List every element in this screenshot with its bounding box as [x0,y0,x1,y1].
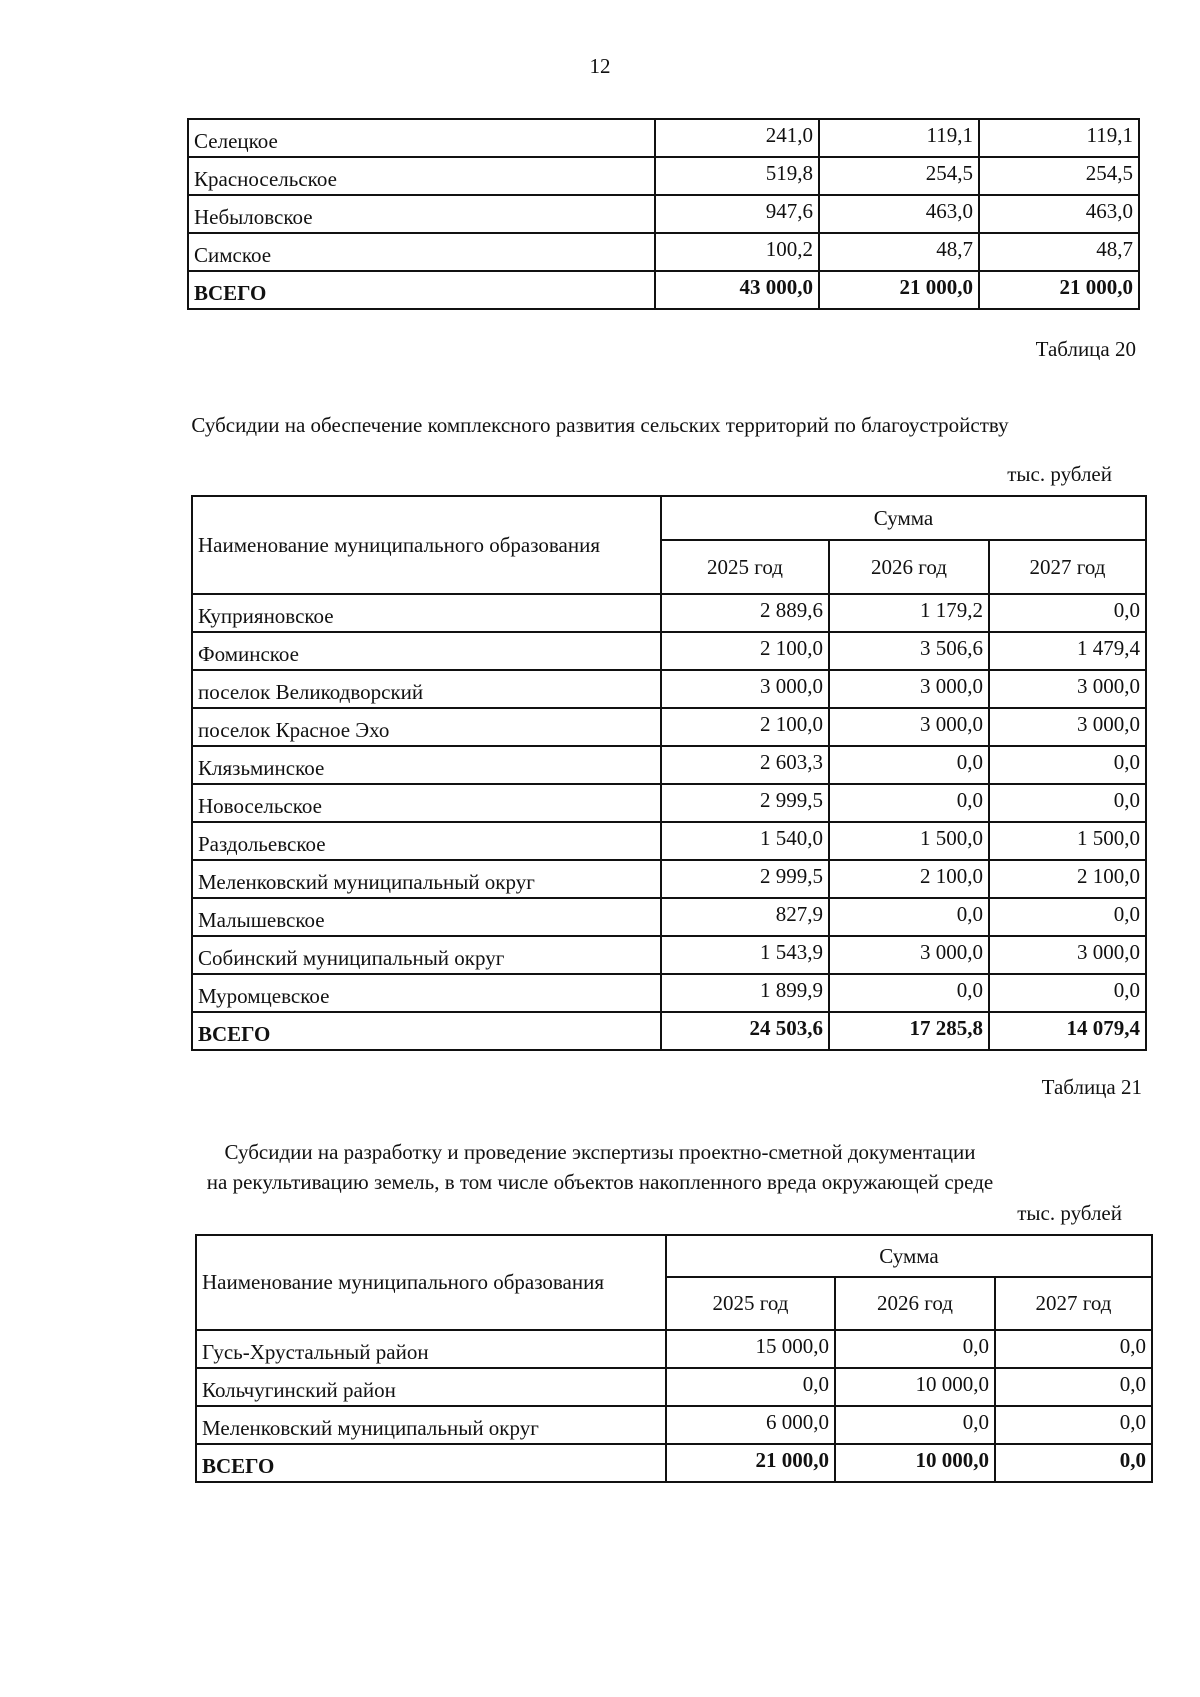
total-2026: 10 000,0 [835,1444,995,1482]
table-21-unit: тыс. рублей [1017,1201,1122,1225]
value-2026: 0,0 [829,784,989,822]
table-row [196,1368,1152,1406]
total-label: ВСЕГО [192,1012,661,1050]
column-header-2027: 2027 год [995,1277,1152,1330]
column-header-2025: 2025 год [666,1277,835,1330]
row-name: Кольчугинский район [196,1368,666,1406]
value-2027: 48,7 [979,233,1139,271]
total-2027: 21 000,0 [979,271,1139,309]
table-row [192,860,1146,898]
table-20-title [0,410,1200,440]
value-2027: 0,0 [989,594,1146,632]
column-header-sum: Сумма [661,496,1146,540]
value-2026: 0,0 [835,1330,995,1368]
value-2025: 0,0 [666,1368,835,1406]
total-2027: 14 079,4 [989,1012,1146,1050]
row-name: Муромцевское [192,974,661,1012]
value-2025: 1 543,9 [661,936,829,974]
table-row [192,632,1146,670]
row-name: Раздольевское [192,822,661,860]
table-row [192,974,1146,1012]
value-2025: 2 999,5 [661,860,829,898]
value-2025: 100,2 [655,233,819,271]
column-header-2025: 2025 год [661,540,829,594]
total-label: ВСЕГО [196,1444,666,1482]
value-2026: 3 506,6 [829,632,989,670]
value-2026: 3 000,0 [829,708,989,746]
column-header-name: Наименование муниципального образования [192,496,661,594]
value-2025: 6 000,0 [666,1406,835,1444]
value-2026: 3 000,0 [829,936,989,974]
table-row [192,784,1146,822]
value-2026: 0,0 [835,1406,995,1444]
column-header-2027: 2027 год [989,540,1146,594]
value-2026: 0,0 [829,746,989,784]
row-name: поселок Великодворский [192,670,661,708]
table-21-title-line: на рекультивацию земель, в том числе объектов накопленного вреда окружающей среде [206,1170,994,1194]
value-2026: 48,7 [819,233,979,271]
value-2025: 2 603,3 [661,746,829,784]
value-2026: 1 500,0 [829,822,989,860]
row-name: Небыловское [188,195,655,233]
value-2027: 0,0 [989,746,1146,784]
table-row [196,1406,1152,1444]
value-2027: 0,0 [989,898,1146,936]
value-2025: 827,9 [661,898,829,936]
value-2025: 2 100,0 [661,632,829,670]
table-21-title-line: Субсидии на разработку и проведение экспертизы проектно-сметной документации [224,1140,976,1164]
value-2027: 0,0 [989,784,1146,822]
table-row [192,936,1146,974]
row-name: Малышевское [192,898,661,936]
column-header-sum: Сумма [666,1235,1152,1277]
table-row [192,746,1146,784]
row-name: Меленковский муниципальный округ [196,1406,666,1444]
page-number: 12 [589,54,611,78]
table-21-label: Таблица 21 [1041,1075,1142,1099]
value-2027: 3 000,0 [989,670,1146,708]
row-name: Меленковский муниципальный округ [192,860,661,898]
value-2027: 463,0 [979,195,1139,233]
total-row [192,1012,1146,1050]
table-row [188,233,1139,271]
table-row [192,594,1146,632]
value-2025: 2 889,6 [661,594,829,632]
value-2025: 2 999,5 [661,784,829,822]
value-2027: 1 479,4 [989,632,1146,670]
table-row [188,119,1139,157]
value-2025: 2 100,0 [661,708,829,746]
value-2026: 10 000,0 [835,1368,995,1406]
value-2027: 254,5 [979,157,1139,195]
table-20-title-line: Субсидии на обеспечение комплексного развития сельских территорий по благоустройству [191,413,1009,437]
row-name: поселок Красное Эхо [192,708,661,746]
column-header-name: Наименование муниципального образования [196,1235,666,1330]
value-2026: 0,0 [829,898,989,936]
value-2025: 519,8 [655,157,819,195]
total-2025: 43 000,0 [655,271,819,309]
value-2025: 3 000,0 [661,670,829,708]
total-2026: 21 000,0 [819,271,979,309]
table-21-title [0,1137,1200,1197]
value-2026: 119,1 [819,119,979,157]
table-continuation [187,118,1140,310]
value-2027: 0,0 [995,1330,1152,1368]
total-row [196,1444,1152,1482]
row-name: Селецкое [188,119,655,157]
table-20-label: Таблица 20 [1035,337,1136,361]
row-name: Симское [188,233,655,271]
table-row [188,157,1139,195]
column-header-2026: 2026 год [829,540,989,594]
table-row [192,898,1146,936]
value-2027: 0,0 [989,974,1146,1012]
row-name: Гусь-Хрустальный район [196,1330,666,1368]
value-2026: 1 179,2 [829,594,989,632]
column-header-2026: 2026 год [835,1277,995,1330]
row-name: Собинский муниципальный округ [192,936,661,974]
row-name: Куприяновское [192,594,661,632]
table-20-unit: тыс. рублей [1007,462,1112,486]
value-2027: 3 000,0 [989,708,1146,746]
table-row [192,822,1146,860]
value-2026: 3 000,0 [829,670,989,708]
table-20 [191,495,1147,1051]
row-name: Новосельское [192,784,661,822]
row-name: Клязьминское [192,746,661,784]
value-2027: 3 000,0 [989,936,1146,974]
row-name: Красносельское [188,157,655,195]
value-2027: 119,1 [979,119,1139,157]
table-row [192,708,1146,746]
total-2027: 0,0 [995,1444,1152,1482]
table-row [192,670,1146,708]
table-row [188,195,1139,233]
value-2025: 241,0 [655,119,819,157]
value-2025: 1 540,0 [661,822,829,860]
value-2026: 0,0 [829,974,989,1012]
value-2026: 463,0 [819,195,979,233]
row-name: Фоминское [192,632,661,670]
value-2025: 1 899,9 [661,974,829,1012]
total-2025: 21 000,0 [666,1444,835,1482]
total-label: ВСЕГО [188,271,655,309]
value-2027: 2 100,0 [989,860,1146,898]
value-2026: 254,5 [819,157,979,195]
value-2027: 0,0 [995,1406,1152,1444]
value-2027: 0,0 [995,1368,1152,1406]
total-2025: 24 503,6 [661,1012,829,1050]
table-row [196,1330,1152,1368]
value-2025: 947,6 [655,195,819,233]
value-2026: 2 100,0 [829,860,989,898]
table-21 [195,1234,1153,1483]
total-row [188,271,1139,309]
total-2026: 17 285,8 [829,1012,989,1050]
value-2027: 1 500,0 [989,822,1146,860]
value-2025: 15 000,0 [666,1330,835,1368]
